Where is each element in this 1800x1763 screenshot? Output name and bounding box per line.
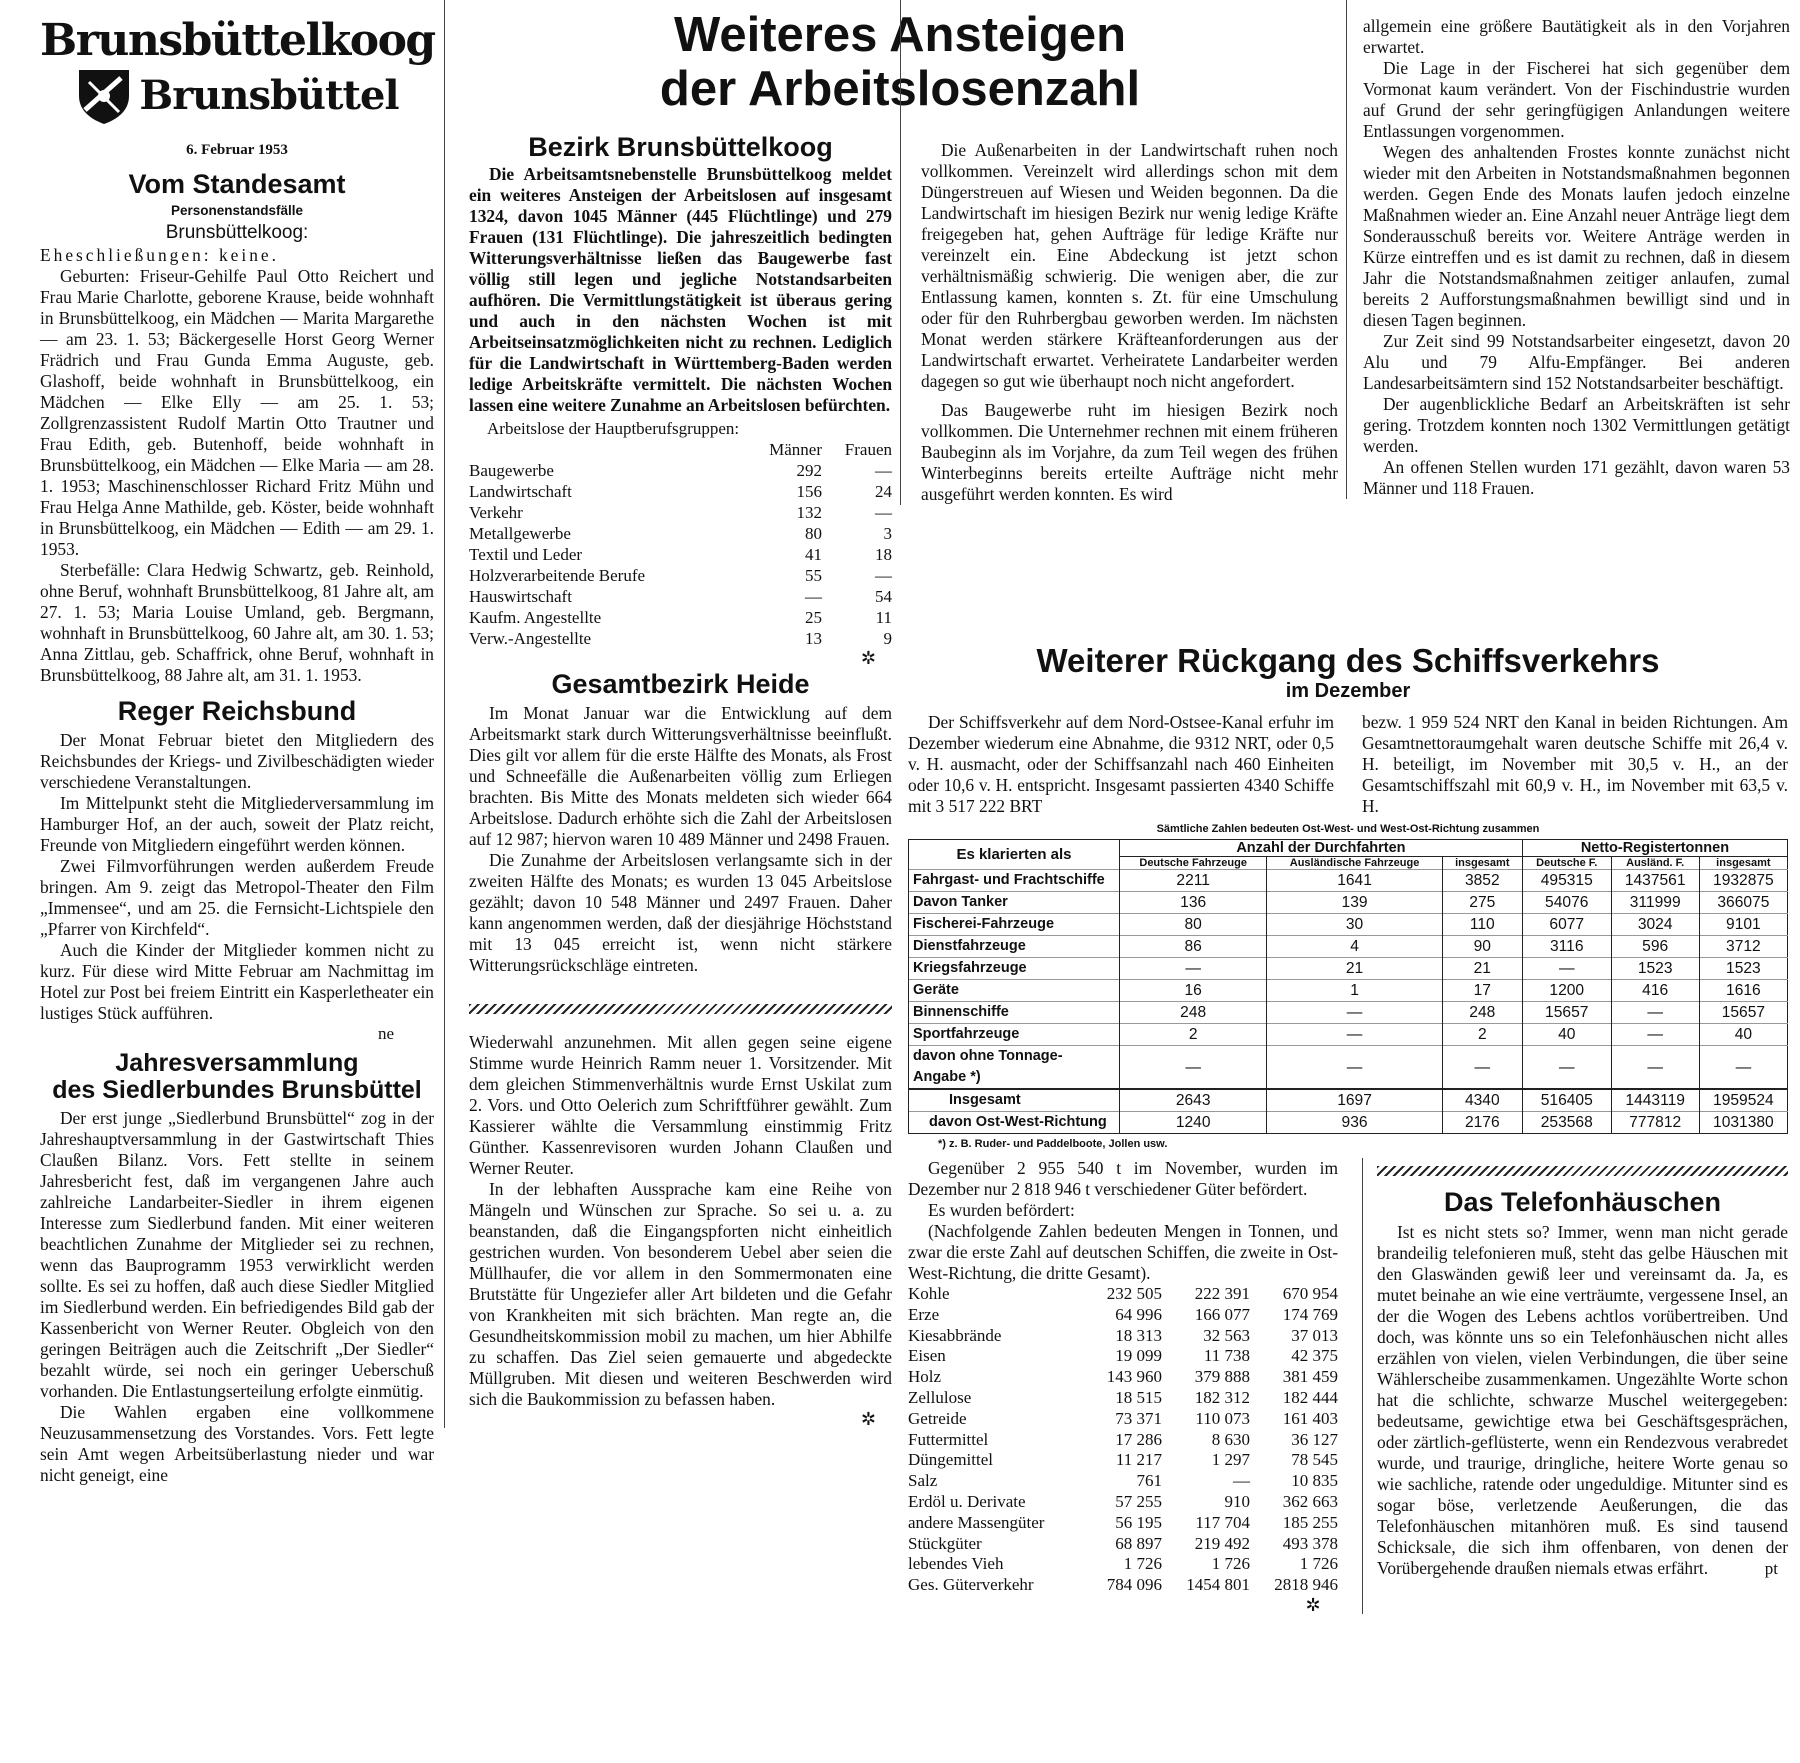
- goods-value: 362 663: [1282, 1491, 1338, 1511]
- shipping-cell: 596: [1611, 936, 1699, 958]
- goods-value: 1 726: [1211, 1554, 1250, 1574]
- goods-row: [908, 1388, 1338, 1409]
- goods-name: Stückgüter: [908, 1533, 982, 1553]
- occupation-women: 18: [875, 545, 892, 564]
- coat-of-arms-icon: [75, 66, 133, 126]
- goods-value: 219 492: [1194, 1533, 1250, 1553]
- occupation-name: Baugewerbe: [469, 461, 554, 480]
- goods-name: Zellulose: [908, 1387, 972, 1407]
- th-col: insgesamt: [1442, 857, 1522, 870]
- arbeit-para: Wegen des anhaltenden Frostes konnte zunächst nicht wieder mit den Arbeiten in Notstandsmaßnahmen begonnen werden. Gegen Ende des Monats laufen jedoch einzelne Maßnahmen wieder an. Eine Anzahl neuer Anträge liegt dem Sonderausschuß bereits vor. Weitere Anträge werden in Kürze eintreffen und es ist damit zu rechnen, daß in diesem Jahr die Notstandsmaßnahmen zeitiger anlaufen, zumal bereits 2 Aufforstungsmaßnahmen bewilligt sind und in diesen Tagen beginnen.: [1363, 142, 1790, 330]
- goods-row: [908, 1367, 1338, 1388]
- goods-table: [908, 1284, 1338, 1596]
- section-star-icon: ✲: [860, 1409, 876, 1429]
- column-4: [1346, 0, 1800, 499]
- goods-value: 182 312: [1194, 1387, 1250, 1407]
- shipping-cell: 3852: [1442, 870, 1522, 892]
- shipping-cell: 1616: [1699, 980, 1787, 1002]
- shipping-cell: —: [1522, 958, 1611, 980]
- telefon-block: [1362, 1158, 1788, 1614]
- occupation-women: —: [875, 461, 892, 480]
- section-star-icon: ✲: [860, 648, 876, 668]
- occupation-row: [469, 523, 892, 544]
- shipping-row-label: davon ohne Tonnage-Angabe *): [909, 1046, 1120, 1090]
- shipping-cell: 2176: [1442, 1112, 1522, 1134]
- goods-lead: Gegenüber 2 955 540 t im November, wurden im Dezember nur 2 818 946 t verschiedener Güter befördert.: [908, 1158, 1338, 1199]
- goods-name: lebendes Vieh: [908, 1554, 1004, 1574]
- shipping-row-label: Insgesamt: [909, 1089, 1120, 1112]
- section-divider: [1377, 1166, 1788, 1176]
- shipping-cell: 15657: [1699, 1002, 1787, 1024]
- shipping-cell: 2: [1119, 1024, 1266, 1046]
- goods-value: 68 897: [1115, 1533, 1163, 1553]
- goods-name: andere Massengüter: [908, 1512, 1045, 1532]
- occupation-men: —: [805, 587, 822, 606]
- shipping-cell: 30: [1267, 914, 1442, 936]
- goods-value: 493 378: [1282, 1533, 1338, 1553]
- goods-row: [908, 1450, 1338, 1471]
- th-group-nrt: Netto-Registertonnen: [1522, 840, 1787, 857]
- heide-para: Im Monat Januar war die Entwicklung auf dem Arbeitsmarkt stark durch Witterungsverhältnisse beeinflußt. Dies gilt vor allem für die erste Hälfte des Monats, als Frost und Schneefälle die Außenarbeiten völlig zum Erliegen brachten. Bis Mitte des Monats meldeten sich wieder 664 Arbeitslose. Dadurch erhöhte sich die Zahl der Arbeitslosen auf 12 987; hiervon waren 10 489 Männer und 2498 Frauen.: [469, 703, 892, 849]
- reichsbund-para: Zwei Filmvorführungen werden außerdem Freude bringen. Am 9. zeigt das Metropol-Theater den Film „Immensee“, und am 25. die Fernsicht-Lichtspiele den „Pfarrer von Kirchfeld“.: [40, 856, 434, 939]
- shipping-cell: 139: [1267, 892, 1442, 914]
- occupation-row: [469, 502, 892, 523]
- goods-row: [908, 1554, 1338, 1575]
- goods-row: [908, 1492, 1338, 1513]
- goods-value: 37 013: [1291, 1325, 1338, 1345]
- standesamt-para: Geburten: Friseur-Gehilfe Paul Otto Reichert und Frau Marie Charlotte, geborene Krause, beide wohnhaft in Brunsbüttelkoog, ein Mädchen — Marita Margarethe — am 23. 1. 53; Bäckergeselle Horst Georg Werner Frädrich und Frau Gunda Emma Auguste, geb. Glashoff, beide wohnhaft in Brunsbüttelkoog, ein Mädchen — Elke Elly — am 25. 1. 53; Zollgrenzassistent Rudolf Martin Otto Trautner und Frau Edith, geb. Butenhoff, beide wohnhaft in Brunsbüttelkoog, ein Mädchen — Elke Maria — am 28. 1. 1953; Maschinenschlosser Richard Fritz Mühn und Frau Helga Anne Mathilde, geb. Köster, beide wohnhaft in Brunsbüttelkoog, ein Mädchen — Edith — am 29. 1. 1953.: [40, 266, 434, 559]
- goods-row: [908, 1409, 1338, 1430]
- arbeit-para: Zur Zeit sind 99 Notstandsarbeiter eingesetzt, davon 20 Alu und 79 Alfu-Empfänger. Bei anderen Landesarbeitsämtern sind 152 Notstandsarbeiter beschäftigt.: [1363, 331, 1790, 393]
- goods-row: [908, 1326, 1338, 1347]
- goods-value: 78 545: [1291, 1450, 1338, 1470]
- reichsbund-title: Reger Reichsbund: [117, 696, 357, 726]
- shipping-cell: 248: [1442, 1002, 1522, 1024]
- shipping-row: [909, 958, 1788, 980]
- goods-name: Salz: [908, 1471, 938, 1491]
- occupation-name: Textil und Leder: [469, 545, 583, 564]
- shipping-cell: 4340: [1442, 1089, 1522, 1112]
- shipping-row-label: Sportfahrzeuge: [909, 1024, 1120, 1046]
- shipping-cell: 3712: [1699, 936, 1787, 958]
- goods-row: [908, 1471, 1338, 1492]
- shipping-cell: 21: [1267, 958, 1442, 980]
- goods-value: 42 375: [1291, 1346, 1338, 1366]
- shipping-cell: 110: [1442, 914, 1522, 936]
- shipping-cell: —: [1267, 1002, 1442, 1024]
- siedler-para: Die Wahlen ergaben eine vollkommene Neuzusammensetzung des Vorstandes. Vors. Fett legte sein Amt wegen Arbeitsüberlastung nieder und war nicht geneigt, eine: [40, 1402, 434, 1485]
- goods-value: 10 835: [1291, 1471, 1338, 1491]
- goods-name: Futtermittel: [908, 1429, 989, 1449]
- shipping-cell: 90: [1442, 936, 1522, 958]
- shipping-cell: 1523: [1611, 958, 1699, 980]
- goods-value: —: [1233, 1471, 1250, 1491]
- goods-row: [908, 1575, 1338, 1596]
- goods-value: 36 127: [1291, 1429, 1338, 1449]
- masthead: [40, 16, 434, 126]
- goods-value: 185 255: [1282, 1512, 1338, 1532]
- arbeit-para: Die Außenarbeiten in der Landwirtschaft ruhen noch vollkommen. Vereinzelt wird allerdings schon mit dem Düngerstreuen auf Wiesen und Weiden begonnen. Da die Landwirtschaft im hiesigen Bezirk nur wenig ledige Kräfte freigegeben hat, gehen Aufträge für ledige Kräfte nur vereinzelt ein. Eine Abdeckung ist jetzt schon verhältnismäßig schwierig. Die wenigen aber, die zur Entlassung kamen, konnten s. Zt. für eine Umschulung oder für den Ruhrbergbau geworben werden. Im nächsten Monat werden stärkere Kräfteanforderungen aus der Landwirtschaft erwartet. Verheiratete Landarbeiter werden dagegen so gut wie überhaupt noch nicht angefordert.: [921, 140, 1338, 391]
- shipping-cell: —: [1267, 1024, 1442, 1046]
- shipping-cell: 15657: [1522, 1002, 1611, 1024]
- shipping-para: bezw. 1 959 524 NRT den Kanal in beiden Richtungen. Am Gesamtnettoraumgehalt waren deutsche Schiffe mit 26,4 v. H. beteiligt, im November mit 30,5 v. H., an der Gesamtschiffszahl mit 60,9 v. H., im November mit 63,5 v. H.: [1362, 712, 1788, 816]
- goods-name: Getreide: [908, 1408, 967, 1428]
- headline-line-1: Weiteres Ansteigen: [673, 8, 1127, 62]
- shipping-cell: 1443119: [1611, 1089, 1699, 1112]
- column-3: [900, 0, 1346, 505]
- table-caption: Sämtliche Zahlen bedeuten Ost-West- und West-Ost-Richtung zusammen: [1156, 823, 1540, 835]
- occupation-row: [469, 565, 892, 586]
- shipping-cell: —: [1442, 1046, 1522, 1090]
- shipping-cell: 1437561: [1611, 870, 1699, 892]
- th-col: insgesamt: [1699, 857, 1787, 870]
- siedler-title-1: Jahresversammlung: [115, 1049, 359, 1077]
- shipping-cell: 275: [1442, 892, 1522, 914]
- shipping-cell: 2: [1442, 1024, 1522, 1046]
- occupation-row: [469, 544, 892, 565]
- table-footnote: *) z. B. Ruder- und Paddelboote, Jollen usw.: [938, 1138, 1168, 1150]
- shipping-row-label: Geräte: [909, 980, 1120, 1002]
- goods-value: 143 960: [1106, 1367, 1163, 1387]
- occupation-row: [469, 607, 892, 628]
- standesamt-place: Brunsbüttelkoog:: [165, 222, 309, 243]
- th-col: Deutsche F.: [1522, 857, 1611, 870]
- shipping-cell: 1697: [1267, 1089, 1442, 1112]
- shipping-cell: 311999: [1611, 892, 1699, 914]
- goods-value: 117 704: [1195, 1512, 1250, 1532]
- goods-sub: Es wurden befördert:: [928, 1200, 1075, 1220]
- shipping-section: [908, 642, 1788, 1614]
- shipping-cell: 21: [1442, 958, 1522, 980]
- goods-value: 910: [1224, 1491, 1250, 1511]
- th-group-durchfahrten: Anzahl der Durchfahrten: [1119, 840, 1522, 857]
- goods-value: 19 099: [1115, 1346, 1163, 1366]
- heide-title: Gesamtbezirk Heide: [551, 669, 810, 699]
- occupation-row: [469, 460, 892, 481]
- goods-row: [908, 1534, 1338, 1555]
- occupation-women: —: [875, 566, 892, 585]
- shipping-cell: —: [1119, 1046, 1266, 1090]
- goods-name: Düngemittel: [908, 1450, 993, 1470]
- shipping-cell: 1523: [1699, 958, 1787, 980]
- goods-value: 161 403: [1282, 1408, 1338, 1428]
- arbeit-para: allgemein eine größere Bautätigkeit als in den Vorjahren erwartet.: [1363, 16, 1790, 57]
- th-rowlabel: Es klarierten als: [909, 840, 1120, 870]
- goods-value: 56 195: [1115, 1512, 1163, 1532]
- col-frauen: Frauen: [844, 440, 892, 459]
- shipping-row: [909, 892, 1788, 914]
- arbeit-para: Die Lage in der Fischerei hat sich gegenüber dem Vormonat kaum verändert. Von der Fischindustrie wurden auf Grund der sehr geringfügigen Anlandungen weitere Entlassungen vorgenommen.: [1363, 58, 1790, 141]
- goods-value: 73 371: [1115, 1408, 1163, 1428]
- shipping-cell: 495315: [1522, 870, 1611, 892]
- goods-value: 174 769: [1282, 1304, 1338, 1324]
- occupation-men: 80: [805, 524, 822, 543]
- issue-date: 6. Februar 1953: [186, 142, 288, 158]
- shipping-cell: 136: [1119, 892, 1266, 914]
- shipping-para: Der Schiffsverkehr auf dem Nord-Ostsee-Kanal erfuhr im Dezember wiederum eine Abnahme, die 9312 NRT, oder 0,5 v. H. ausmacht, oder der Schiffsanzahl nach 460 Einheiten oder 10,6 v. H. entspricht. Insgesamt passierten 4340 Schiffe mit 3 517 222 BRT: [908, 712, 1334, 816]
- standesamt-subtitle: Personenstandsfälle: [170, 203, 304, 218]
- occupation-men: 156: [796, 482, 822, 501]
- shipping-row: [909, 870, 1788, 892]
- goods-value: 11 217: [1115, 1450, 1163, 1470]
- th-col: Ausländische Fahrzeuge: [1267, 857, 1442, 870]
- shipping-cell: —: [1611, 1024, 1699, 1046]
- occupation-name: Verw.-Angestellte: [469, 629, 592, 648]
- occupation-men: 25: [805, 608, 822, 627]
- goods-value: 110 073: [1195, 1408, 1250, 1428]
- shipping-row: [909, 1002, 1788, 1024]
- occupation-women: —: [875, 503, 892, 522]
- shipping-cell: 40: [1699, 1024, 1787, 1046]
- occupation-name: Kaufm. Angestellte: [469, 608, 602, 627]
- goods-value: 1 297: [1211, 1450, 1250, 1470]
- goods-value: 381 459: [1282, 1367, 1338, 1387]
- occupation-row: [469, 628, 892, 649]
- goods-value: 784 096: [1106, 1575, 1163, 1595]
- shipping-cell: 416: [1611, 980, 1699, 1002]
- goods-value: 11 738: [1203, 1346, 1250, 1366]
- th-col: Deutsche Fahrzeuge: [1119, 857, 1266, 870]
- occupation-name: Holzverarbeitende Berufe: [469, 566, 646, 585]
- goods-row: [908, 1513, 1338, 1534]
- shipping-cell: —: [1267, 1046, 1442, 1090]
- standesamt-para: Sterbefälle: Clara Hedwig Schwartz, geb. Reinhold, ohne Beruf, wohnhaft Brunsbüttelkoog, 81 Jahre alt, am 27. 1. 53; Maria Louise Umland, geb. Bergmann, wohnhaft in Brunsbüttelkoog, 60 Jahre alt, am 30. 1. 53; Anna Zittlau, geb. Schaffrick, ohne Beruf, wohnhaft in Brunsbüttelkoog, 88 Jahre alt, am 31. 1. 1953.: [40, 560, 434, 685]
- shipping-row: [909, 1112, 1788, 1134]
- reichsbund-para: Auch die Kinder der Mitglieder kommen nicht zu kurz. Für diese wird Mitte Februar am Nachmittag im Hotel zur Post bei freiem Eintritt ein Kasperletheater ein lustiges Stück aufführen.: [40, 940, 434, 1023]
- goods-value: 1 726: [1299, 1554, 1338, 1574]
- occupation-name: Verkehr: [469, 503, 523, 522]
- shipping-cell: 936: [1267, 1112, 1442, 1134]
- occupation-header: [469, 439, 892, 460]
- occupation-name: Landwirtschaft: [469, 482, 572, 501]
- shipping-cell: 1959524: [1699, 1089, 1787, 1112]
- siedler-title-2: des Siedlerbundes Brunsbüttel: [52, 1076, 422, 1104]
- standesamt-para: Eheschließungen: keine.: [40, 245, 279, 265]
- shipping-cell: 80: [1119, 914, 1266, 936]
- shipping-row-label: Dienstfahrzeuge: [909, 936, 1120, 958]
- goods-row: [908, 1305, 1338, 1326]
- goods-value: 17 286: [1115, 1429, 1163, 1449]
- column-2: [444, 0, 900, 1428]
- goods-value: 761: [1136, 1471, 1163, 1491]
- section-divider: [469, 1004, 892, 1014]
- goods-value: 232 505: [1106, 1284, 1163, 1303]
- masthead-town: Brunsbüttel: [139, 72, 399, 119]
- masthead-line-2: [40, 66, 434, 126]
- goods-value: 379 888: [1194, 1367, 1250, 1387]
- shipping-cell: 1932875: [1699, 870, 1787, 892]
- shipping-cell: 248: [1119, 1002, 1266, 1024]
- shipping-cell: 1240: [1119, 1112, 1266, 1134]
- arbeit-para: An offenen Stellen wurden 171 gezählt, davon waren 53 Männer und 118 Frauen.: [1363, 457, 1790, 498]
- occupation-row: [469, 481, 892, 502]
- shipping-row: [909, 914, 1788, 936]
- goods-row: [908, 1430, 1338, 1451]
- goods-value: 64 996: [1115, 1304, 1163, 1324]
- shipping-cell: —: [1611, 1046, 1699, 1090]
- shipping-row-label: davon Ost-West-Richtung: [909, 1112, 1120, 1134]
- shipping-cell: 777812: [1611, 1112, 1699, 1134]
- groups-caption: Arbeitslose der Hauptberufsgruppen:: [487, 419, 740, 438]
- shipping-cell: 54076: [1522, 892, 1611, 914]
- th-col: Ausländ. F.: [1611, 857, 1699, 870]
- siedler-cont-para: In der lebhaften Aussprache kam eine Reihe von Mängeln und Wünschen zur Sprache. So sei u. a. zu beanstanden, daß die Eingangspforten nicht einheitlich gestrichen wurden. Von besonderem Uebel aber seien die Müllhaufer, die vor allem in den Sommermonaten eine Brutstätte für Ungeziefer aller Art bildeten und die Gefahr von Krankheiten mit sich brächten. Man regte an, die Gesundheitskommission mobil zu machen, um hier Abhilfe zu schaffen. Das Ziel seien gemauerte und abgedeckte Müllgruben. Mit diesen und weiteren Beschwerden wird sich die Baukommission zu befassen haben.: [469, 1179, 892, 1409]
- occupation-row: [469, 586, 892, 607]
- goods-value: 32 563: [1203, 1325, 1250, 1345]
- occupation-table: [469, 439, 892, 649]
- goods-value: 1 726: [1123, 1554, 1163, 1574]
- goods-note: (Nachfolgende Zahlen bedeuten Mengen in Tonnen, und zwar die erste Zahl auf deutschen Schiffen, die zweite in Ost-West-Richtung, die dritte Gesamt).: [908, 1221, 1338, 1283]
- shipping-row: [909, 980, 1788, 1002]
- goods-value: 57 255: [1115, 1491, 1163, 1511]
- shipping-cell: 40: [1522, 1024, 1611, 1046]
- telefon-title: Das Telefonhäuschen: [1443, 1187, 1722, 1217]
- shipping-row: [909, 1024, 1788, 1046]
- goods-name: Kiesabbrände: [908, 1325, 1002, 1345]
- shipping-cell: 2643: [1119, 1089, 1266, 1112]
- occupation-men: 132: [796, 503, 822, 522]
- goods-name: Erze: [908, 1304, 940, 1324]
- arbeit-para: Das Baugewerbe ruht im hiesigen Bezirk noch vollkommen. Die Unternehmer rechnen mit einem früheren Baubeginn als im Vorjahre, da zum Teil wegen des frühen Winterbeginns bereits erteilte Aufträge nicht mehr ausgeführt werden konnten. Es wird: [921, 400, 1338, 504]
- occupation-men: 55: [805, 566, 822, 585]
- occupation-name: Hauswirtschaft: [469, 587, 572, 606]
- shipping-lower: [908, 1158, 1788, 1614]
- goods-name: Ges. Güterverkehr: [908, 1575, 1034, 1595]
- occupation-women: 11: [875, 608, 892, 627]
- siedler-cont-para: Wiederwahl anzunehmen. Mit allen gegen seine eigene Stimme wurde Heinrich Ramm neuer 1. Vorsitzender. Mit dem gleichen Stimmenverhältnis wurde Ernst Uskilat zum 2. Vors. und Otto Oelerich zum Schriftführer gewählt. Zum Kassierer wählte die Versammlung einstimmig Fritz Günther. Kassenrevisoren wurden Johann Claußen und Werner Reuter.: [469, 1032, 892, 1178]
- goods-value: 182 444: [1282, 1387, 1338, 1407]
- shipping-cell: 4: [1267, 936, 1442, 958]
- goods-block: [908, 1158, 1338, 1614]
- occupation-women: 24: [875, 482, 892, 501]
- occupation-men: 41: [805, 545, 822, 564]
- shipping-cell: 1031380: [1699, 1112, 1787, 1134]
- heide-para: Die Zunahme der Arbeitslosen verlangsamte sich in der zweiten Hälfte des Monats; es wurden 13 045 Arbeitslose gezählt; davon 10 548 Männer und 2497 Frauen. Daher kann angenommen werden, daß der diesjährige Höchststand mit 13 045 erreicht ist, wenn nicht stärkere Witterungsrückschläge eintreten.: [469, 850, 892, 975]
- shipping-cell: —: [1522, 1046, 1611, 1090]
- shipping-cell: 6077: [1522, 914, 1611, 936]
- headline-line-2: der Arbeitslosenzahl: [659, 62, 1141, 116]
- shipping-intro: [908, 712, 1788, 817]
- reichsbund-sign: ne: [377, 1024, 394, 1043]
- shipping-cell: 2211: [1119, 870, 1266, 892]
- standesamt-title: Vom Standesamt: [128, 169, 346, 199]
- reichsbund-para: Im Mittelpunkt steht die Mitgliederversammlung im Hamburger Hof, an der auch, soweit der Platz reicht, Freunde von Mitgliedern eingeführt werden können.: [40, 793, 434, 855]
- shipping-row-label: Davon Tanker: [909, 892, 1120, 914]
- shipping-cell: 1200: [1522, 980, 1611, 1002]
- goods-value: 18 313: [1115, 1325, 1163, 1345]
- goods-name: Eisen: [908, 1346, 946, 1366]
- goods-name: Holz: [908, 1367, 942, 1387]
- shipping-cell: —: [1611, 1002, 1699, 1024]
- occupation-women: 3: [883, 524, 892, 543]
- arbeit-para: Der augenblickliche Bedarf an Arbeitskräften ist sehr gering. Trotzdem konnten noch 1302 Vermittlungen getätigt werden.: [1363, 394, 1790, 456]
- shipping-cell: 3116: [1522, 936, 1611, 958]
- shipping-row-label: Binnenschiffe: [909, 1002, 1120, 1024]
- shipping-subheadline: im Dezember: [1285, 680, 1411, 702]
- goods-name: Erdöl u. Derivate: [908, 1491, 1026, 1511]
- bezirk-lead: Die Arbeitsamtsnebenstelle Brunsbüttelkoog meldet ein weiteres Ansteigen der Arbeitslosen auf insgesamt 1324, davon 1045 Männer (445 Flüchtlinge) und 279 Frauen (131 Flüchtlinge). Die jahreszeitlich bedingten Witterungsverhältnisse ließen das Baugewerbe fast völlig still legen und jegliche Notstandsarbeiten aufhören. Die Vermittlungstätigkeit ist überaus gering und auch in den nächsten Wochen ist mit Arbeitseinsatzmöglichkeiten nicht zu rechnen. Lediglich für die Landwirtschaft in Württemberg-Baden werden ledige Arbeitskräfte vermittelt. Die nächsten Wochen lassen eine weitere Zunahme an Arbeitslosen befürchten.: [469, 164, 892, 415]
- shipping-cell: 366075: [1699, 892, 1787, 914]
- reichsbund-para: Der Monat Februar bietet den Mitgliedern des Reichsbundes der Kriegs- und Zivilbeschädigten wieder verschiedene Veranstaltungen.: [40, 730, 434, 792]
- telefon-text: Ist es nicht stets so? Immer, wenn man nicht gerade brandeilig telefonieren muß, steht das gelbe Häuschen mit den Glaswänden gewiß leer und vereinsamt da. Ja, es mutet beinahe an wie eine verträumte, vergessene Insel, an der die Wogen des Lebens achtlos vorübertreiben. Und doch, was könnte uns so ein Telefonhäuschen nicht alles erzählen von vielen, vielen Verbindungen, die über seine Wählerscheibe zusammenkamen. Ungezählte Worte schon hat die schlichte, schwarze Muschel weitergegeben: bedeutsame, gewichtige etwa bei Geschäftsgesprächen, oder zärtlich-geflüsterte, wenn ein Rendezvous verabredet wurde, und traurige, dringliche, heitere Worte genau so wie sachliche, ratende oder ungeduldige. Mitunter sind es sogar böse, verletzende Aeußerungen, die das Telefonhäuschen mitanhören muß. Es sind tausend Schicksale, die sich ihm offenbaren, von denen der Vorübergehende draußen niemals etwas erfährt.: [1377, 1222, 1788, 1578]
- goods-value: 1454 801: [1186, 1575, 1250, 1595]
- shipping-row-label: Kriegsfahrzeuge: [909, 958, 1120, 980]
- bezirk-title: Bezirk Brunsbüttelkoog: [528, 132, 833, 162]
- occupation-name: Metallgewerbe: [469, 524, 571, 543]
- shipping-table: [908, 839, 1788, 1134]
- column-1: [0, 0, 444, 1486]
- goods-value: 18 515: [1115, 1387, 1163, 1407]
- shipping-cell: 16: [1119, 980, 1266, 1002]
- shipping-cell: —: [1699, 1046, 1787, 1090]
- occupation-men: 292: [796, 461, 822, 480]
- shipping-cell: 86: [1119, 936, 1266, 958]
- shipping-row: [909, 936, 1788, 958]
- col-maenner: Männer: [769, 440, 822, 459]
- telefon-sign: pt: [1764, 1559, 1778, 1578]
- goods-row: [908, 1284, 1338, 1305]
- shipping-cell: 1641: [1267, 870, 1442, 892]
- goods-value: 222 391: [1194, 1284, 1250, 1303]
- shipping-cell: 253568: [1522, 1112, 1611, 1134]
- shipping-row: [909, 1046, 1788, 1090]
- occupation-women: 54: [875, 587, 892, 606]
- shipping-cell: —: [1119, 958, 1266, 980]
- shipping-row-label: Fischerei-Fahrzeuge: [909, 914, 1120, 936]
- shipping-cell: 3024: [1611, 914, 1699, 936]
- goods-value: 8 630: [1211, 1429, 1250, 1449]
- occupation-women: 9: [883, 629, 892, 648]
- goods-value: 166 077: [1194, 1304, 1250, 1324]
- occupation-men: 13: [805, 629, 822, 648]
- goods-value: 2818 946: [1274, 1575, 1338, 1595]
- goods-value: 670 954: [1282, 1284, 1338, 1303]
- section-star-icon: ✲: [1305, 1594, 1321, 1615]
- shipping-cell: 9101: [1699, 914, 1787, 936]
- goods-row: [908, 1346, 1338, 1367]
- shipping-cell: 1: [1267, 980, 1442, 1002]
- shipping-row-label: Fahrgast- und Frachtschiffe: [909, 870, 1120, 892]
- goods-name: Kohle: [908, 1284, 950, 1303]
- shipping-headline: Weiterer Rückgang des Schiffsverkehrs: [1036, 642, 1660, 679]
- siedler-para: Der erst junge „Siedlerbund Brunsbüttel“ zog in der Jahreshauptversammlung in der Gastwirtschaft Thies Claußen Bilanz. Vors. Fett stellte in seinem Jahresbericht fest, daß im vergangenen Jahre auch zahlreiche Landarbeiter-Siedler in ihrem eigenen Interesse zum Siedlerbund fanden. Mit einer weiteren beachtlichen Zunahme der Mitglieder sei zu rechnen, wenn das Bauprogramm 1953 verwirklicht werden sollte. Es sei zu hoffen, daß auch diese Siedler Mitglied im Siedlerbund werden. Ein befriedigendes Bild gab der Kassenbericht von Werner Reuter. Obgleich von den geringen Beiträgen auch die Zeitschrift „Der Siedler“ bezahlt würde, sei noch ein geringer Ueberschuß vorhanden. Die Entlastungserteilung erfolgte einmütig.: [40, 1108, 434, 1401]
- shipping-cell: 516405: [1522, 1089, 1611, 1112]
- masthead-line-1: Brunsbüttelkoog: [40, 15, 435, 66]
- shipping-row: [909, 1089, 1788, 1112]
- shipping-cell: 17: [1442, 980, 1522, 1002]
